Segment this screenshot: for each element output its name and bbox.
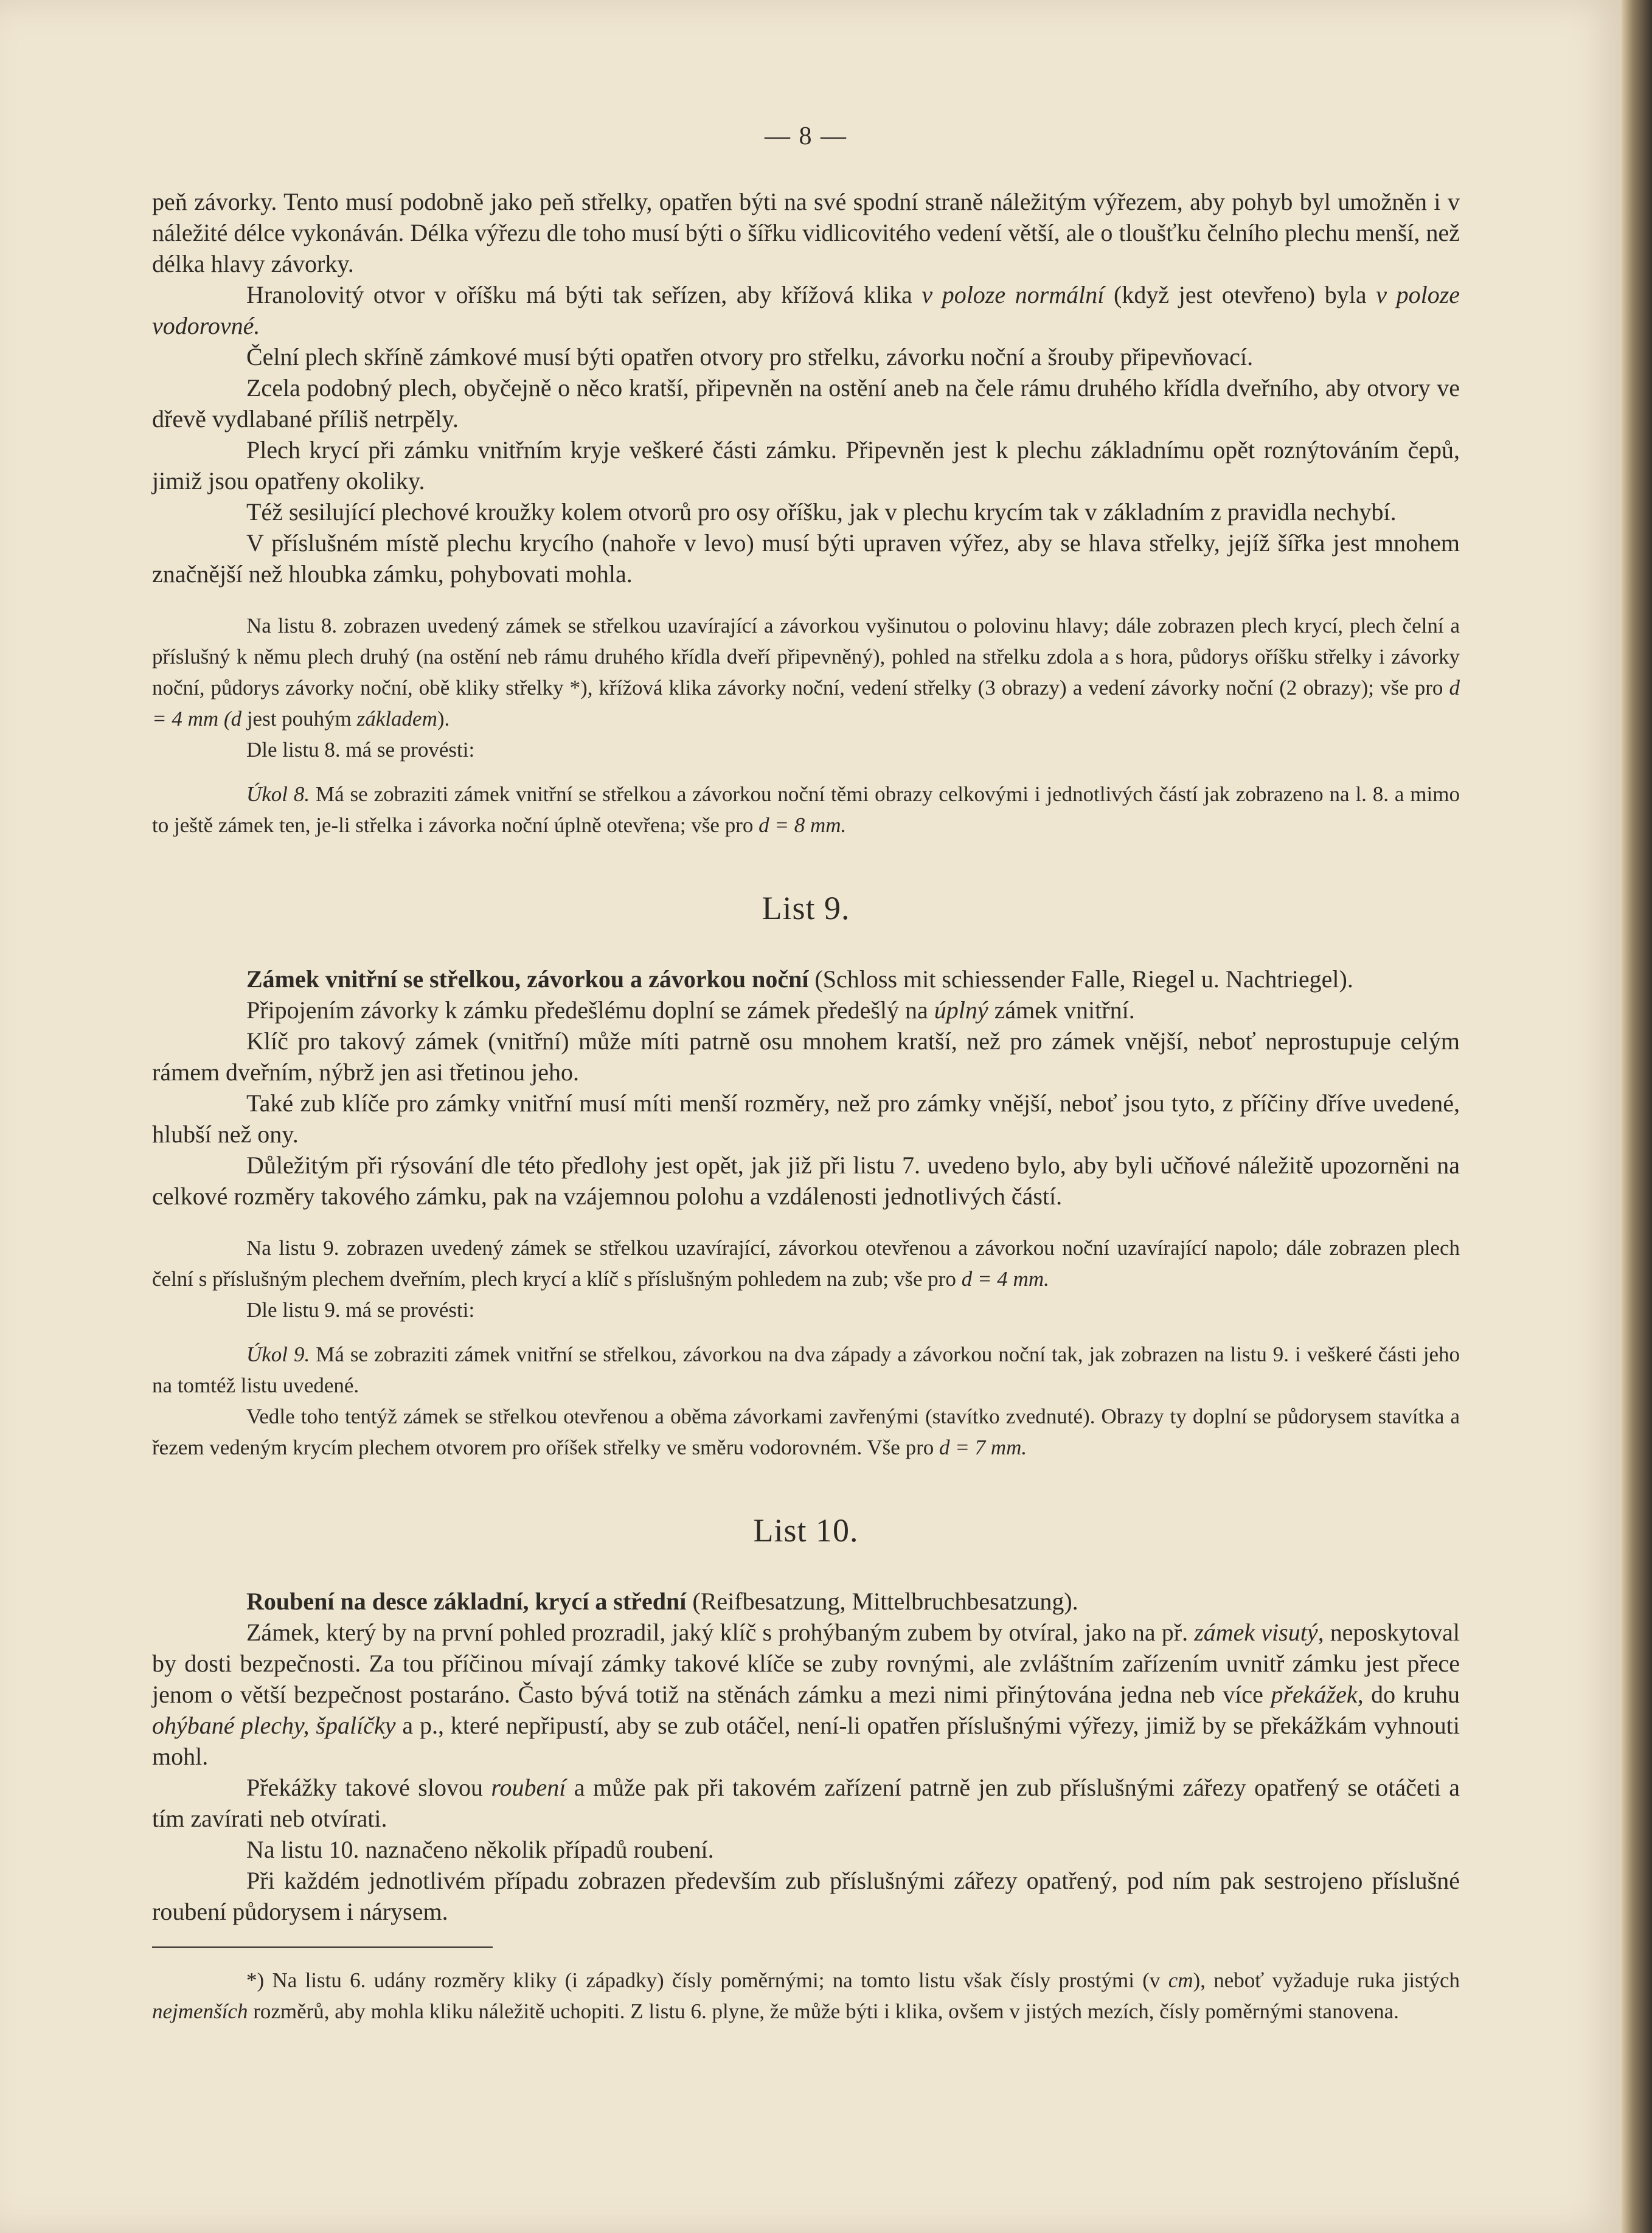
page-edge <box>1622 0 1652 2233</box>
footnote-rule <box>152 1946 493 1948</box>
list9-heading: List 9. <box>762 890 850 926</box>
intro-paragraph-2: Hranolovitý otvor v oříšku má býti tak seřízen, aby křížová klika v poloze normální (když jest otevřeno) byla v poloze vodorovné. <box>152 281 1460 339</box>
intro-paragraph-3: Čelní plech skříně zámkové musí býti opatřen otvory pro střelku, závorku noční a šrouby připevňovací. <box>246 343 1254 370</box>
intro-paragraph-4: Zcela podobný plech, obyčejně o něco kratší, připevněn na ostění aneb na čele rámu druhého křídla dveřního, aby otvory ve dřevě vydlabané příliš netrpěly. <box>152 374 1460 432</box>
list9-note-2: Dle listu 9. má se provésti: <box>246 1298 475 1322</box>
list8-notes <box>152 610 1460 841</box>
footnote <box>152 1965 1460 2027</box>
list9-paragraph-2: Klíč pro takový zámek (vnitřní) může míti patrně osu mnohem kratší, než pro zámek vnější, neboť neprostupuje celým rámem dveřním, nýbrž jen asi třetinou jeho. <box>152 1027 1460 1086</box>
list9-paragraph-4: Důležitým při rýsování dle této předlohy jest opět, jak již při listu 7. uvedeno bylo, aby byli učňové náležitě upozorněni na celkové rozměry takového zámku, pak na vzájemnou polohu a vzdálenosti jednotlivých částí. <box>152 1151 1460 1210</box>
intro-paragraph-6: Též sesilující plechové kroužky kolem otvorů pro osy oříšku, jak v plechu krycím tak v základním z pravidla nechybí. <box>246 498 1397 526</box>
intro-paragraph-5: Plech krycí při zámku vnitřním kryje veškeré části zámku. Připevněn jest k plechu základnímu opět roznýtováním čepů, jimiž jsou opatřeny okoliky. <box>152 436 1460 495</box>
list9-note-3: Vedle toho tentýž zámek se střelkou otevřenou a oběma závorkami zavřenými (stavítko zvednuté). Obrazy ty doplní se půdorysem stavítka a řezem vedeným krycím plechem otvorem pro oříšek střelky ve směru vodorovném. Vše pro d = 7 mm. <box>152 1405 1460 1459</box>
list9-section <box>152 964 1460 1212</box>
intro-paragraph-7: V příslušném místě plechu krycího (nahoře v levo) musí býti upraven výřez, aby se hlava střelky, jejíž šířka jest mnohem značnější než hloubka zámku, pohybovati mohla. <box>152 529 1460 588</box>
list8-note-2: Dle listu 8. má se provésti: <box>246 738 475 762</box>
list9-title: Zámek vnitřní se střelkou, závorkou a závorkou noční (Schloss mit schiessender Falle, Riegel u. Nachtriegel). <box>246 965 1353 993</box>
list9-note-1: Na listu 9. zobrazen uvedený zámek se střelkou uzavírající, závorkou otevřenou a závorkou noční uzavírající napolo; dále zobrazen plech čelní s příslušným plechem dveřním, plech krycí a klíč s příslušným pohledem na zub; vše pro d = 4 mm. <box>152 1236 1460 1291</box>
list10-paragraph-1: Zámek, který by na první pohled prozradil, jaký klíč s prohýbaným zubem by otvíral, jako na př. zámek visutý, neposkytoval by dosti bezpečnosti. Za tou příčinou mívají zámky takové klíče se zuby rovnými, ale zvláštním zařízením uvnitř zámku jest přece jenom o větší bezpečnost postaráno. Často bývá totiž na stěnách zámku a mezi nimi přinýtována jedna neb více překážek, do kruhu ohýbané plechy, špalíčky a p., které nepřipustí, aby se zub otáčel, není-li opatřen příslušnými výřezy, jimiž by se překážkám vyhnouti mohl. <box>152 1619 1460 1770</box>
page-number: — 8 — <box>765 122 847 150</box>
list9-notes <box>152 1232 1460 1463</box>
list10-paragraph-4: Při každém jednotlivém případu zobrazen především zub příslušnými zářezy opatřený, pod ním pak sestrojeno příslušné roubení půdorysem i nárysem. <box>152 1867 1460 1925</box>
footnote-text: *) Na listu 6. udány rozměry kliky (i západky) čísly poměrnými; na tomto listu však čísly prostými (v cm), neboť vyžaduje ruka jistých nejmenších rozměrů, aby mohla kliku náležitě uchopiti. Z listu 6. plyne, že může býti i klika, ovšem v jistých mezích, čísly poměrnými stanovena. <box>152 1968 1460 2023</box>
intro-section <box>152 186 1460 589</box>
list10-section <box>152 1586 1460 1927</box>
list8-note-1: Na listu 8. zobrazen uvedený zámek se střelkou uzavírající a závorkou vyšinutou o polovinu hlavy; dále zobrazen plech krycí, plech čelní a příslušný k němu plech druhý (na ostění neb rámu druhého křídla dveří připevněný), pohled na střelku zdola a s hora, půdorys oříšku střelky i závorky noční, půdorys závorky noční, obě kliky střelky *), křížová klika závorky noční, vedení střelky (3 obrazy) a vedení závorky noční (2 obrazy); vše pro d = 4 mm (d jest pouhým základem). <box>152 614 1460 731</box>
list9-paragraph-1: Připojením závorky k zámku předešlému doplní se zámek předešlý na úplný zámek vnitřní. <box>246 996 1135 1024</box>
list10-paragraph-3: Na listu 10. naznačeno několik případů roubení. <box>246 1836 714 1863</box>
page-content <box>152 122 1460 2027</box>
list10-title: Roubení na desce základní, krycí a střední (Reifbesatzung, Mittelbruchbesatzung). <box>246 1588 1078 1615</box>
list10-paragraph-2: Překážky takové slovou roubení a může pak při takovém zařízení patrně jen zub příslušnými zářezy opatřený se otáčeti a tím zavírati neb otvírati. <box>152 1774 1460 1832</box>
list8-task: Úkol 8. Má se zobraziti zámek vnitřní se střelkou a závorkou noční těmi obrazy celkovými i jednotlivých částí jak zobrazeno na l. 8. a mimo to ještě zámek ten, je-li střelka i závorka noční úplně otevřena; vše pro d = 8 mm. <box>152 782 1460 837</box>
list9-paragraph-3: Také zub klíče pro zámky vnitřní musí míti menší rozměry, než pro zámky vnější, neboť jsou tyto, z příčiny dříve uvedené, hlubší než ony. <box>152 1089 1460 1148</box>
intro-paragraph-1: peň závorky. Tento musí podobně jako peň střelky, opatřen býti na své spodní straně náležitým výřezem, aby pohyb byl umožněn i v náležité délce vykonáván. Délka výřezu dle toho musí býti o šířku vidlicovitého vedení větší, ale o tloušťku čelního plechu menší, než délka hlavy závorky. <box>152 188 1460 277</box>
list9-task: Úkol 9. Má se zobraziti zámek vnitřní se střelkou, závorkou na dva západy a závorkou noční tak, jak zobrazen na listu 9. i veškeré části jeho na tomtéž listu uvedené. <box>152 1342 1460 1397</box>
list10-heading: List 10. <box>753 1512 859 1549</box>
